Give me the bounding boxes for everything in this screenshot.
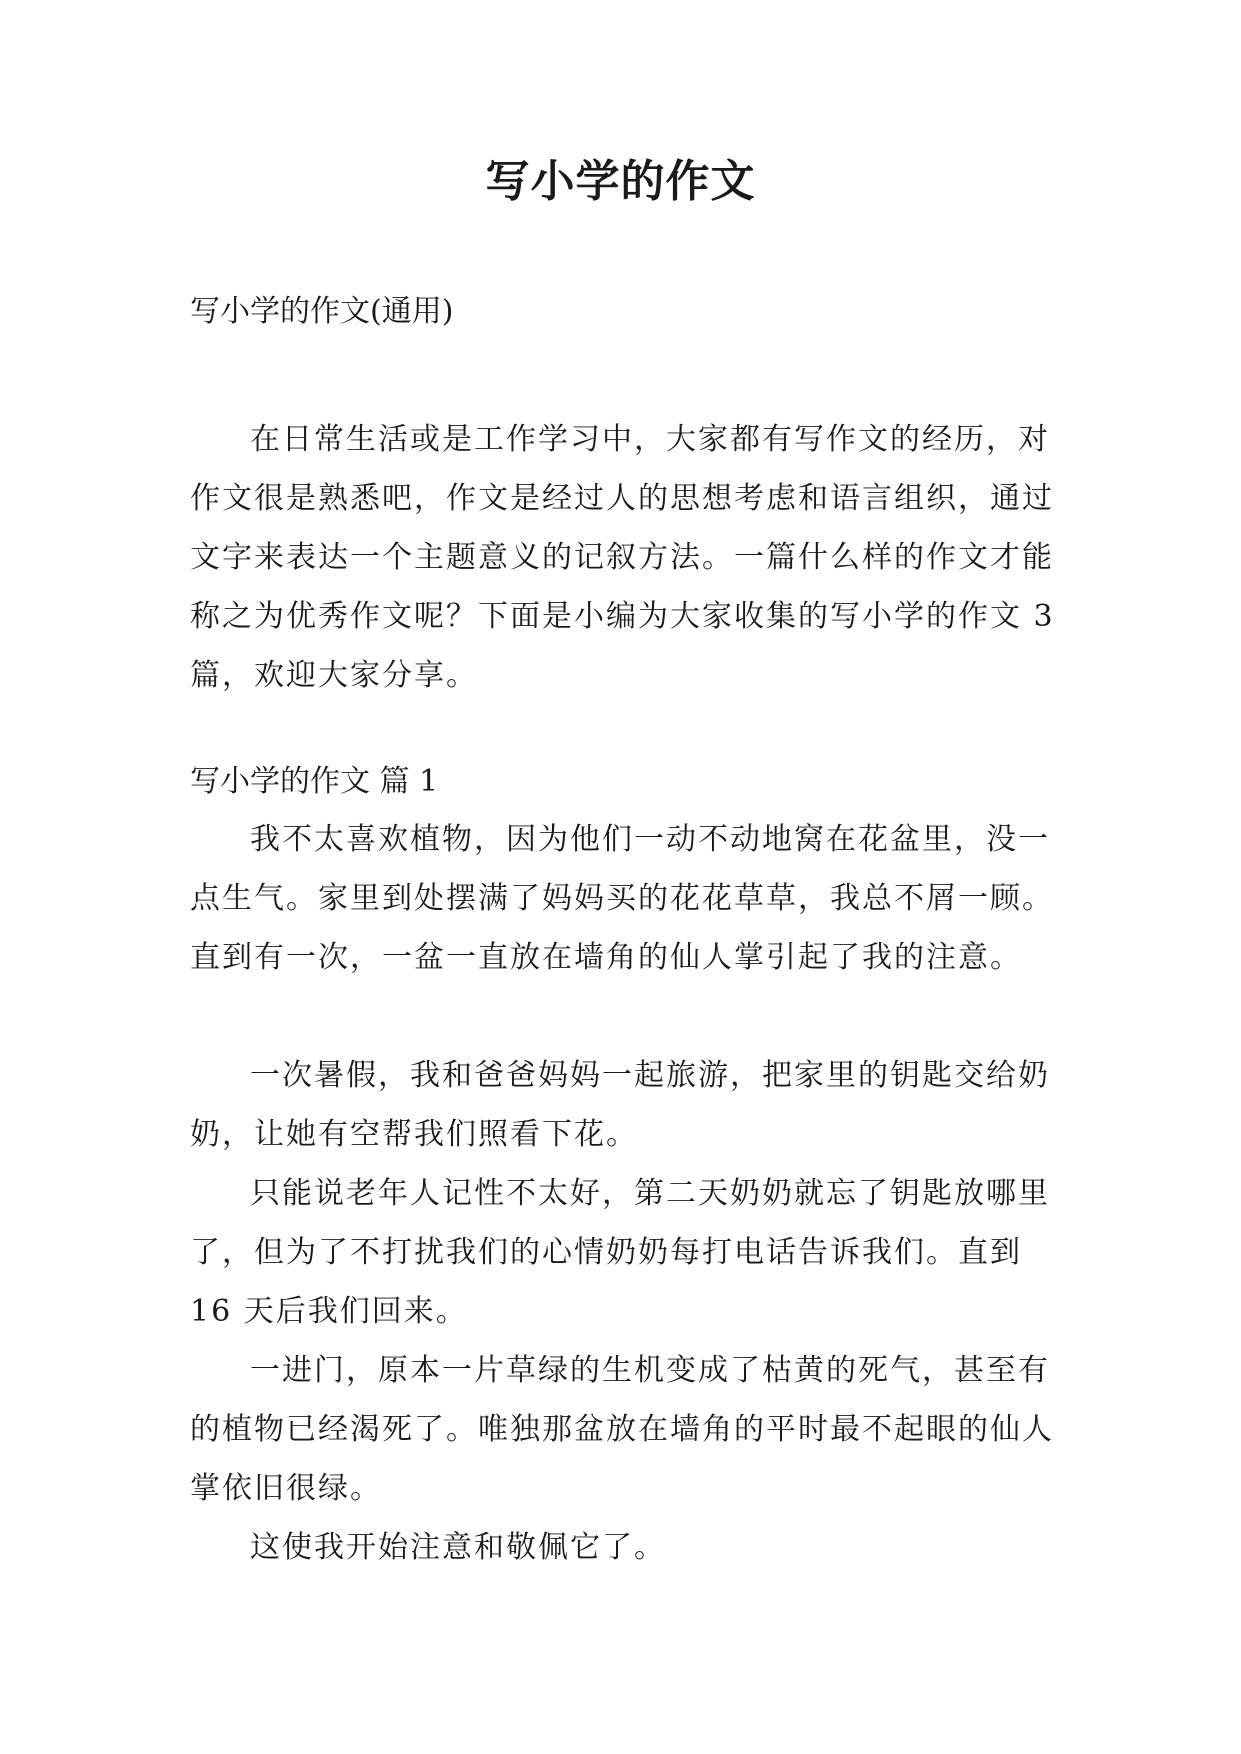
body-paragraph-3: 只能说老年人记性不太好，第二天奶奶就忘了钥匙放哪里了，但为了不打扰我们的心情奶奶每打电话告诉我们。直到 16 天后我们回来。 [190,1176,1050,1329]
body-paragraph-2: 一次暑假，我和爸爸妈妈一起旅游，把家里的钥匙交给奶奶，让她有空帮我们照看下花。 [190,1058,1050,1152]
section-heading: 写小学的作文 篇 1 [190,764,439,799]
document-title: 写小学的作文 [485,156,756,207]
body-paragraph-1: 我不太喜欢植物，因为他们一动不动地窝在花盆里，没一点生气。家里到处摆满了妈妈买的花花草草，我总不屑一顾。直到有一次，一盆一直放在墙角的仙人掌引起了我的注意。 [190,822,1054,975]
body-paragraph-5: 这使我开始注意和敬佩它了。 [250,1530,666,1565]
intro-paragraph: 在日常生活或是工作学习中，大家都有写作文的经历，对作文很是熟悉吧，作文是经过人的思想考虑和语言组织，通过文字来表达一个主题意义的记叙方法。一篇什么样的作文才能称之为优秀作文呢？下面是小编为大家收集的写小学的作文 3 篇，欢迎大家分享。 [190,422,1055,693]
document-subtitle: 写小学的作文(通用) [190,294,454,329]
body-paragraph-4: 一进门，原本一片草绿的生机变成了枯黄的死气，甚至有的植物已经渴死了。唯独那盆放在墙角的平时最不起眼的仙人掌依旧很绿。 [190,1353,1054,1506]
